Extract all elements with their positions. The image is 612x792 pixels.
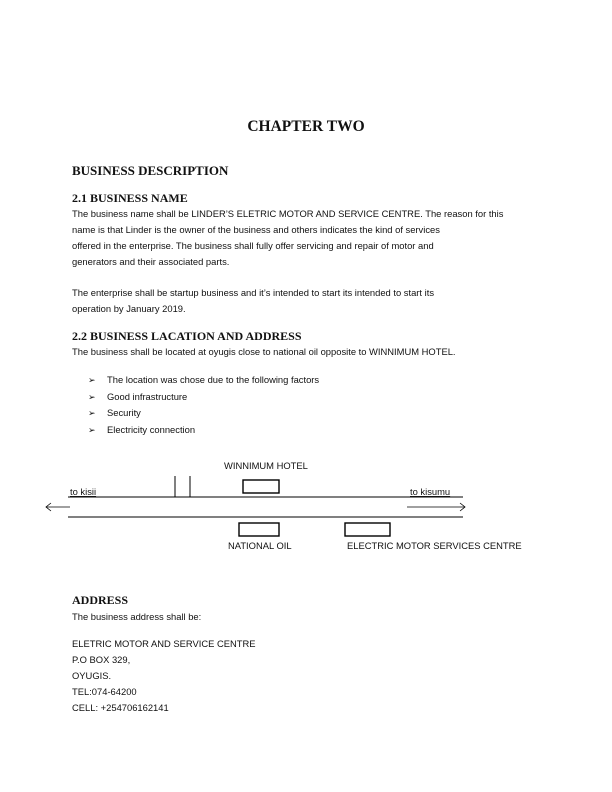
list-item-text: Security: [107, 407, 141, 418]
location-heading: 2.2 BUSINESS LACATION AND ADDRESS: [72, 329, 302, 343]
service-centre-label: ELECTRIC MOTOR SERVICES CENTRE: [347, 540, 522, 551]
paragraph-line: generators and their associated parts.: [72, 256, 230, 267]
hotel-label: WINNIMUM HOTEL: [224, 460, 308, 471]
arrow-bullet-icon: ➢: [88, 424, 96, 435]
address-line: OYUGIS.: [72, 670, 112, 681]
address-heading: ADDRESS: [72, 593, 129, 607]
paragraph-line: operation by January 2019.: [72, 303, 186, 314]
service-centre-building: [345, 523, 390, 536]
list-item-text: The location was chose due to the following factors: [107, 374, 320, 385]
paragraph-line: The business name shall be LINDER’S ELETRIC MOTOR AND SERVICE CENTRE. The reason for this: [72, 208, 504, 219]
address-block: [72, 636, 256, 716]
address-line: TEL:074-64200: [72, 686, 137, 697]
winnimum-hotel-building: [243, 480, 279, 493]
to-kisii-label: to kisii: [70, 486, 97, 497]
national-oil-label: NATIONAL OIL: [228, 540, 292, 551]
arrow-bullet-icon: ➢: [88, 375, 96, 385]
national-oil-building: [239, 523, 279, 536]
arrow-bullet-icon: ➢: [88, 408, 96, 418]
business-name-heading: 2.1 BUSINESS NAME: [72, 191, 188, 205]
address-line: P.O BOX 329,: [72, 654, 131, 665]
location-intro: The business shall be located at oyugis close to national oil opposite to WINNIMUM HOTEL.: [72, 346, 456, 357]
address-intro: The business address shall be:: [72, 611, 202, 622]
list-item-text: Electricity connection: [107, 423, 196, 435]
section-title: BUSINESS DESCRIPTION: [72, 163, 229, 178]
list-item-text: Good infrastructure: [107, 390, 188, 402]
address-line: CELL: +254706162141: [72, 702, 169, 713]
chapter-title: CHAPTER TWO: [247, 118, 365, 135]
paragraph-line: offered in the enterprise. The business shall fully offer servicing and repair of motor and: [72, 240, 434, 251]
address-line: ELETRIC MOTOR AND SERVICE CENTRE: [72, 638, 256, 649]
to-kisumu-label: to kisumu: [410, 486, 451, 497]
paragraph-line: The enterprise shall be startup business and it’s intended to start its intended to start its: [72, 287, 435, 298]
arrow-bullet-icon: ➢: [88, 391, 96, 402]
paragraph-line: name is that Linder is the owner of the business and others indicates the kind of services: [72, 224, 440, 235]
